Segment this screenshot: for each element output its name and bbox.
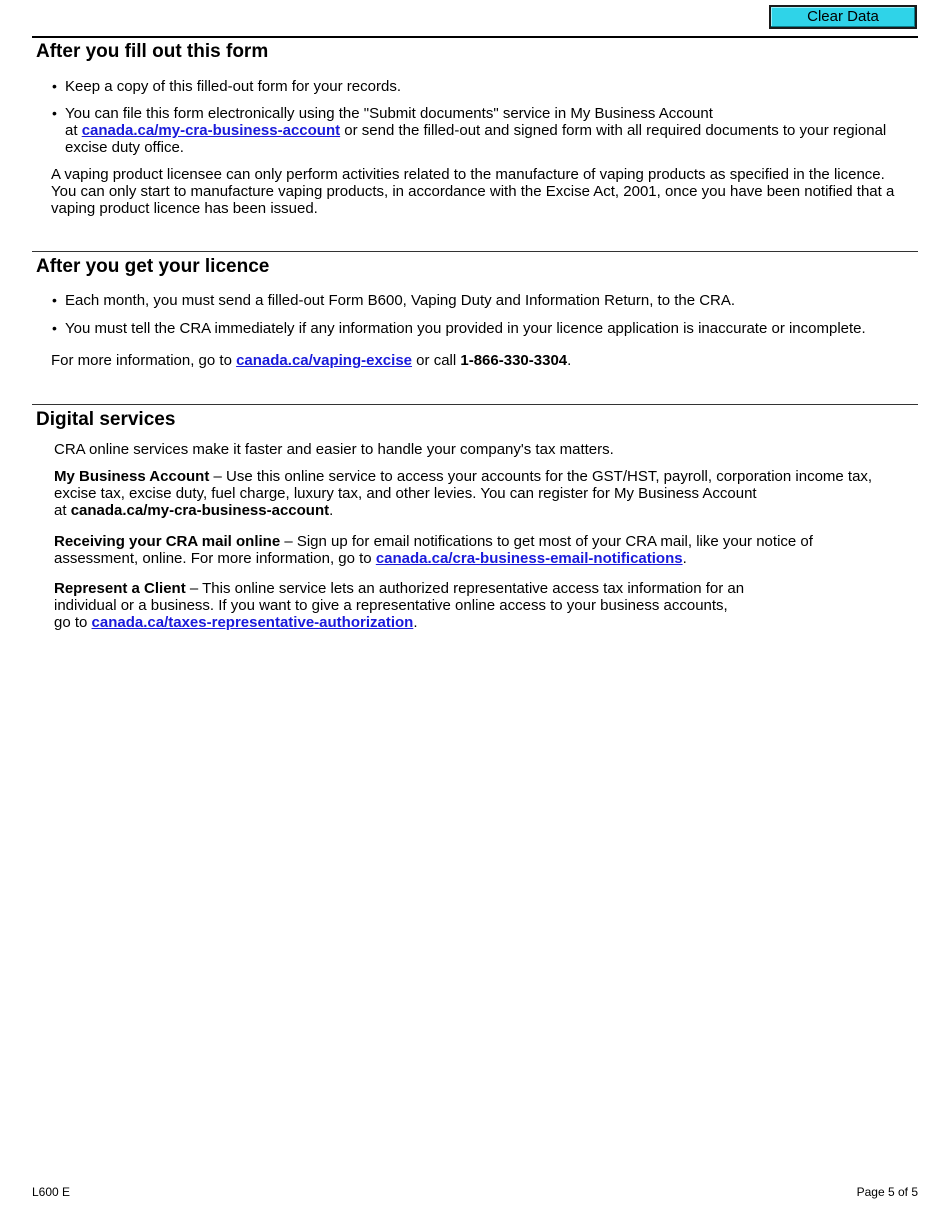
page-number: Page 5 of 5 xyxy=(856,1185,918,1199)
section-divider xyxy=(32,251,918,252)
clear-data-button[interactable]: Clear Data xyxy=(769,5,917,29)
vaping-excise-link[interactable]: canada.ca/vaping-excise xyxy=(236,352,413,369)
bullet-icon: • xyxy=(52,105,57,121)
cra-mail-paragraph: Receiving your CRA mail online – Sign up for email notifications to get most of your CRA mail, like your notice of assessment, online. For more information, go to canada.ca/cra-business-email-notifications. xyxy=(54,533,813,567)
licensee-paragraph: A vaping product licensee can only perform activities related to the manufacture of vaping products as specified in the licence. You can only start to manufacture vaping products, in accordance with the Excise Act, 2001, once you have been notified that a vaping product licence has been issued. xyxy=(51,166,895,217)
list-item: • You can file this form electronically using the "Submit documents" service in My Business Account at canada.ca/my-cra-business-account or send the filled-out and signed form with all required documents to your regional excise duty office. xyxy=(52,105,887,156)
more-info-line: For more information, go to canada.ca/vaping-excise or call 1-866-330-3304. xyxy=(51,352,572,369)
bullet-icon: • xyxy=(52,78,57,94)
list-item: • Each month, you must send a filled-out Form B600, Vaping Duty and Information Return, to the CRA. xyxy=(52,292,736,309)
my-business-account-link[interactable]: canada.ca/my-cra-business-account xyxy=(81,122,341,139)
representative-authorization-link[interactable]: canada.ca/taxes-representative-authorization xyxy=(91,614,414,631)
represent-client-paragraph: Represent a Client – This online service lets an authorized representative access tax information for an individual or a business. If you want to give a representative online access to your business accounts, go to canada.ca/taxes-representative-authorization. xyxy=(54,580,745,631)
bullet-icon: • xyxy=(52,292,57,308)
my-business-account-paragraph: My Business Account – Use this online service to access your accounts for the GST/HST, payroll, corporation income tax, excise tax, excise duty, fuel charge, luxury tax, and other levies. You can register for My Business Account at canada.ca/my-cra-business-account. xyxy=(54,468,873,519)
email-notifications-link[interactable]: canada.ca/cra-business-email-notifications xyxy=(375,550,683,567)
section-title-digital-services: Digital services xyxy=(36,409,176,430)
list-item: • Keep a copy of this filled-out form for your records. xyxy=(52,78,401,95)
section-title-after-licence: After you get your licence xyxy=(36,256,270,277)
section-divider xyxy=(32,36,918,38)
my-business-account-url: canada.ca/my-cra-business-account xyxy=(70,502,330,519)
digital-services-intro: CRA online services make it faster and easier to handle your company's tax matters. xyxy=(54,441,614,458)
bullet-icon: • xyxy=(52,320,57,336)
form-identifier: L600 E xyxy=(32,1185,71,1199)
section-title-after-fill: After you fill out this form xyxy=(36,41,269,62)
phone-number: 1-866-330-3304 xyxy=(460,352,568,369)
section-divider xyxy=(32,404,918,405)
list-item: • You must tell the CRA immediately if any information you provided in your licence application is inaccurate or incomplete. xyxy=(52,320,866,337)
